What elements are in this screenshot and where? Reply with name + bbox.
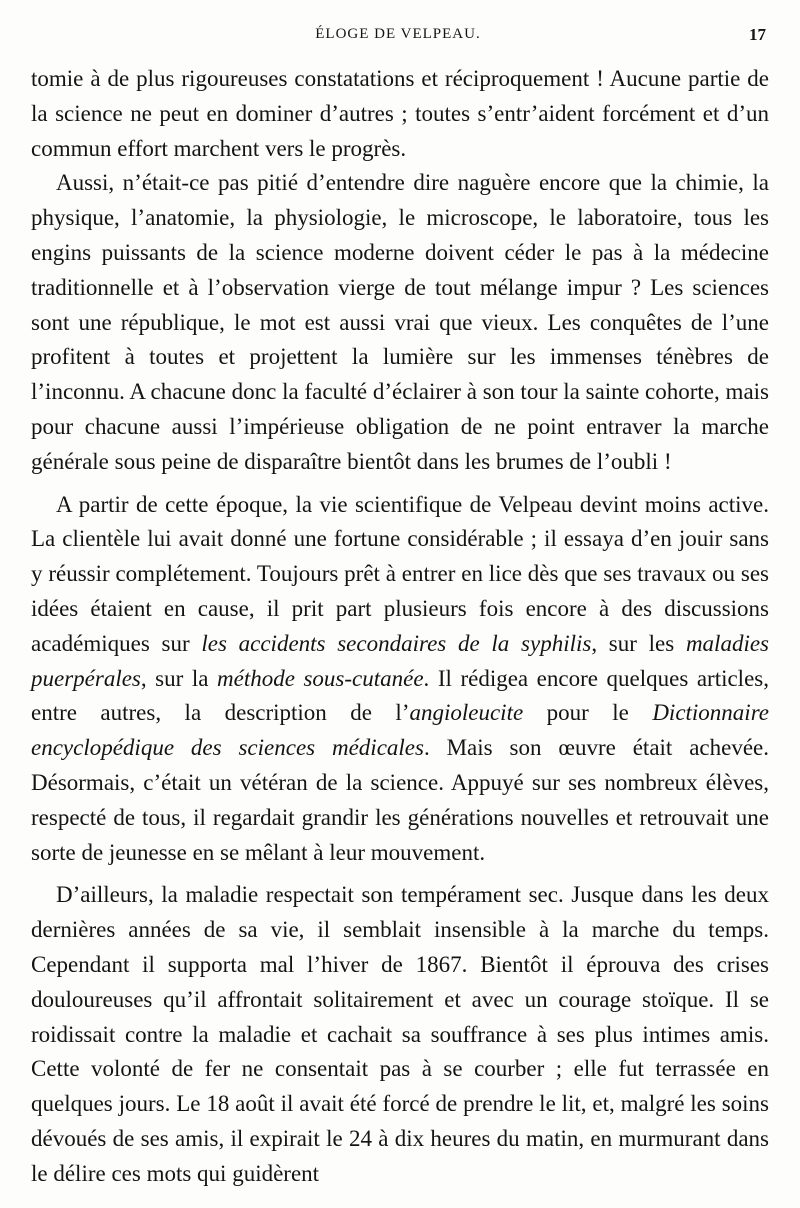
running-title: ÉLOGE DE VELPEAU. xyxy=(315,26,481,42)
body-text xyxy=(31,62,769,1192)
italic-phrase: maladies puerpérales xyxy=(31,630,769,691)
text-run: , sur les xyxy=(591,630,686,656)
paragraph-3 xyxy=(31,488,769,871)
italic-phrase: Dictionnaire encyclopédique des sciences médicales xyxy=(31,700,769,761)
paragraph-1 xyxy=(31,62,769,166)
text-run: A partir de cette époque, la vie scientifique de Velpeau devint moins active. La clientèle lui avait donné une fortune considérable ; il essaya d’en jouir sans y réussir complétement. Toujours prêt à entrer en lice dès que ses travaux ou ses idées étaient en cause, il prit part plusieurs fois encore à des discussions académiques sur xyxy=(31,491,769,656)
italic-phrase: angioleucite xyxy=(409,700,524,726)
text-run: . Mais son œuvre était achevée. Désormais, c’était un vétéran de la science. Appuyé sur ses nombreux élèves, respecté de tous, il regardait grandir les générations nouvelles et retrouvait une sorte de jeunesse en se mêlant à leur mouvement. xyxy=(31,735,769,865)
paragraph-4 xyxy=(31,878,769,1191)
text-run: tomie à de plus rigoureuses constatations et réciproquement ! Aucune partie de la science ne peut en dominer d’autres ; toutes s’entr’aident forcément et d’un commun effort marchent vers le progrès. xyxy=(31,66,769,161)
paragraph-2 xyxy=(31,166,769,479)
text-run: , sur la xyxy=(140,665,217,691)
text-run: Aussi, n’était-ce pas pitié d’entendre dire naguère encore que la chimie, la physique, l’anatomie, la physiologie, le microscope, le laboratoire, tous les engins puissants de la science moderne doivent céder le pas à la médecine traditionnelle et à l’observation vierge de tout mélange impur ? Les sciences sont une république, le mot est aussi vrai que vieux. Les conquêtes de l’une profitent à toutes et projettent la lumière sur les immenses ténèbres de l’inconnu. A chacune donc la faculté d’éclairer à son tour la sainte cohorte, mais pour chacune aussi l’impérieuse obligation de ne point entraver la marche générale sous peine de disparaître bientôt dans les brumes de l’oubli ! xyxy=(31,170,769,474)
text-run: pour le xyxy=(523,700,653,726)
text-run: . Il rédigea encore quelques articles, entre autres, la description de l’ xyxy=(31,665,769,726)
page-header xyxy=(30,22,766,48)
italic-phrase: les accidents secondaires de la syphilis xyxy=(201,630,592,656)
page-number: 17 xyxy=(749,25,766,44)
italic-phrase: méthode sous-cutanée xyxy=(217,665,424,691)
text-run: D’ailleurs, la maladie respectait son tempérament sec. Jusque dans les deux dernières années de sa vie, il semblait insensible à la marche du temps. Cependant il supporta mal l’hiver de 1867. Bientôt il éprouva des crises douloureuses qu’il affrontait solitairement et avec un courage stoïque. Il se roidissait contre la maladie et cachait sa souffrance à ses plus intimes amis. Cette volonté de fer ne consentait pas à se courber ; elle fut terrassée en quelques jours. Le 18 août il avait été forcé de prendre le lit, et, malgré les soins dévoués de ses amis, il expirait le 24 à dix heures du matin, en murmurant dans le délire ces mots qui guidèrent xyxy=(31,882,769,1186)
